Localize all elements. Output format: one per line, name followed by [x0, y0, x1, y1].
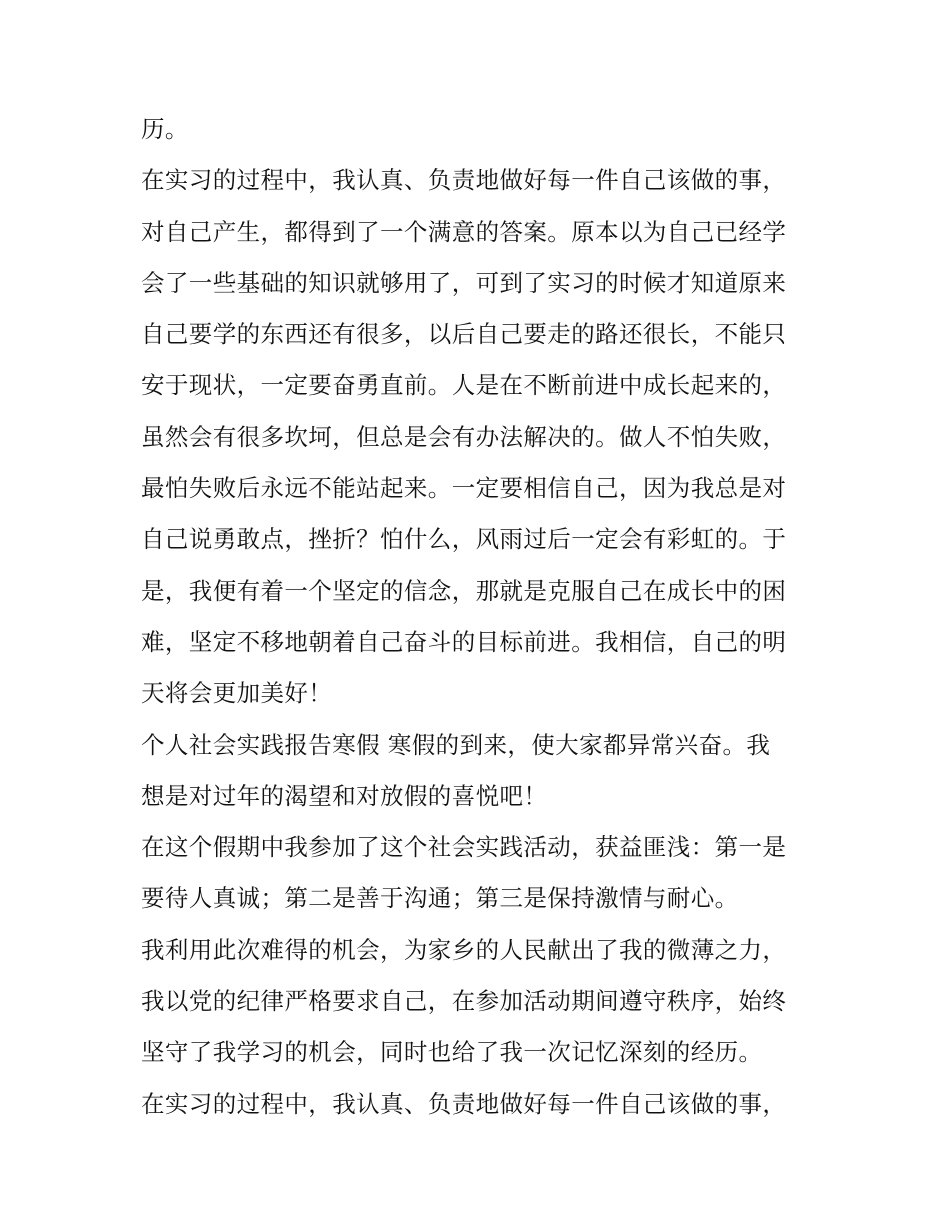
- text-line: 我以党的纪律严格要求自己，在参加活动期间遵守秩序，始终: [141, 987, 787, 1016]
- text-line: 天将会更加美好！: [141, 679, 333, 708]
- text-line: 在实习的过程中，我认真、负责地做好每一件自己该做的事，: [141, 166, 787, 195]
- text-line: 坚守了我学习的机会，同时也给了我一次记忆深刻的经历。: [141, 1038, 763, 1067]
- text-line: 最怕失败后永远不能站起来。一定要相信自己，因为我总是对: [141, 474, 787, 503]
- text-line: 想是对过年的渴望和对放假的喜悦吧！: [141, 781, 548, 810]
- text-line: 个人社会实践报告寒假 寒假的到来，使大家都异常兴奋。我: [141, 730, 771, 759]
- text-line: 会了一些基础的知识就够用了，可到了实习的时候才知道原来: [141, 268, 787, 297]
- document-body: [141, 104, 813, 1130]
- text-line: 对自己产生，都得到了一个满意的答案。原本以为自己已经学: [141, 217, 787, 246]
- text-line: 难，坚定不移地朝着自己奋斗的目标前进。我相信，自己的明: [141, 627, 787, 656]
- text-line: 是，我便有着一个坚定的信念，那就是克服自己在成长中的困: [141, 576, 787, 605]
- text-line: 自己说勇敢点，挫折？怕什么，风雨过后一定会有彩虹的。于: [141, 525, 787, 554]
- text-line: 在这个假期中我参加了这个社会实践活动，获益匪浅：第一是: [141, 833, 787, 862]
- text-line: 要待人真诚；第二是善于沟通；第三是保持激情与耐心。: [141, 884, 739, 913]
- text-line: 自己要学的东西还有很多，以后自己要走的路还很长，不能只: [141, 320, 787, 349]
- text-line: 在实习的过程中，我认真、负责地做好每一件自己该做的事，: [141, 1089, 787, 1118]
- text-line: 历。: [141, 115, 189, 143]
- text-line: 虽然会有很多坎坷，但总是会有办法解决的。做人不怕失败，: [141, 422, 787, 451]
- text-line: 安于现状，一定要奋勇直前。人是在不断前进中成长起来的，: [141, 371, 787, 400]
- text-line: 我利用此次难得的机会，为家乡的人民献出了我的微薄之力，: [141, 935, 787, 964]
